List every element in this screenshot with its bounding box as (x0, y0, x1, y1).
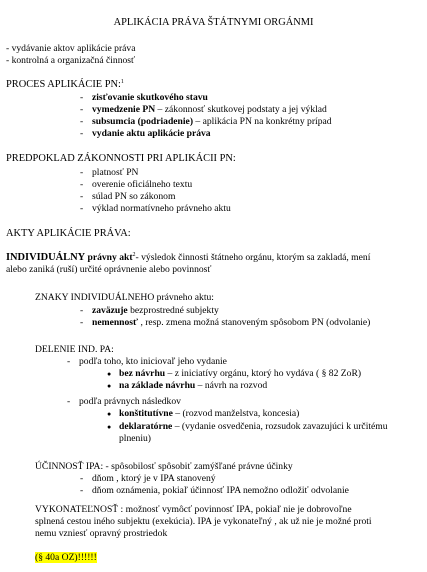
ucinnost-heading: ÚČINNOSŤ IPA: - spôsobilosť spôsobiť zamýšľané právne účinky (35, 461, 293, 472)
intro-line-1: - vydávanie aktov aplikácie práva (6, 43, 136, 54)
delenie-heading: DELENIE IND. PA: (35, 344, 114, 355)
delenie-subitem (119, 421, 388, 433)
proces-heading (6, 79, 124, 91)
proces-item (92, 128, 211, 140)
proces-item (92, 92, 208, 104)
delenie-subitem-bold: bez návrhu (119, 368, 166, 379)
delenie-subitem-bold: deklaratórne (119, 421, 173, 432)
znaky-item (92, 305, 219, 317)
proces-item-bold: vymedzenie PN (92, 104, 156, 115)
proces-heading-text: PROCES APLIKÁCIE PN: (6, 79, 121, 90)
individual-label-2: právny akt (85, 252, 133, 263)
individual-definition-text: - výsledok činnosti štátneho orgánu, ktorým sa zakladá, mení (135, 252, 371, 263)
vykonatelnost-line-1: VYKONATEĽNOSŤ : možnosť vymôcť povinnosť IPA, pokiaľ nie je dobrovoľne (35, 504, 352, 515)
akty-heading: AKTY APLIKÁCIE PRÁVA: (6, 228, 131, 239)
delenie-subitem (119, 380, 267, 392)
delenie-subitem (119, 408, 299, 420)
znaky-item-rest: bezprostredné subjekty (127, 305, 219, 316)
znaky-item-rest: , resp. zmena možná stanoveným spôsobom PN (odvolanie) (138, 317, 371, 328)
proces-item-bold: subsumcia (podriadenie) (92, 116, 194, 127)
proces-item (92, 104, 327, 116)
vykonatelnost-line-3: nemu vzniesť opravný prostriedok (35, 528, 168, 539)
delenie-subitem-rest: – návrh na rozvod (195, 380, 268, 391)
delenie-subitem-rest: – (vydanie osvedčenia, rozsudok zavazujúci k určitému (172, 421, 388, 432)
delenie-subitem-bold: na základe návrhu (119, 380, 196, 391)
predpoklad-item: - výklad normatívneho právneho aktu (92, 203, 231, 215)
delenie-subitem-rest: – z iniciatívy orgánu, ktorý ho vydáva ( § 82 ZoR) (165, 368, 362, 379)
proces-item-rest: – aplikácia PN na konkrétny prípad (193, 116, 332, 127)
delenie-item: - podľa právnych následkov (79, 396, 181, 408)
proces-item-bold: vydanie aktu aplikácie práva (92, 128, 211, 139)
footnote-ref-1: 1 (120, 79, 124, 85)
predpoklad-item: - platnosť PN (92, 167, 138, 179)
delenie-item: - podľa toho, kto iniciovaľ jeho vydanie (79, 356, 227, 368)
individual-definition-line-2: alebo zaniká (ruší) určité oprávnenie alebo povinnosť (6, 264, 212, 275)
proces-item-bold: zisťovanie skutkového stavu (92, 92, 208, 103)
znaky-item-bold: nemennosť (92, 317, 139, 328)
vykonatelnost-line-2: splnená cestou iného subjektu (exekúcia). IPA je vykonateľný , ak už nie je možné proti (35, 516, 372, 527)
ucinnost-item: - dňom , ktorý je v IPA stanovený (92, 473, 216, 485)
delenie-subitem-rest: – (rozvod manželstva, koncesia) (172, 408, 300, 419)
znaky-item (92, 317, 370, 329)
predpoklad-heading: PREDPOKLAD ZÁKONNOSTI PRI APLIKÁCII PN: (6, 153, 236, 164)
highlighted-reference-text: (§ 40a OZ)!!!!!! (35, 552, 97, 563)
individual-act-definition (6, 252, 370, 264)
individual-label: INDIVIDUÁLNY (6, 252, 86, 263)
delenie-subitem (119, 368, 361, 380)
highlighted-reference (35, 552, 97, 564)
proces-item (92, 116, 332, 128)
znaky-heading: ZNAKY INDIVIDUÁLNEHO právneho aktu: (35, 292, 214, 303)
predpoklad-item: - overenie oficiálneho textu (92, 179, 192, 191)
predpoklad-item: - súlad PN so zákonom (92, 191, 175, 203)
proces-item-rest: – zákonnosť skutkovej podstaty a jej výklad (155, 104, 327, 115)
intro-line-2: - kontrolná a organizačná činnosť (6, 55, 136, 66)
delenie-subitem-continuation: plneniu) (119, 433, 151, 444)
delenie-subitem-bold: konštitutívne (119, 408, 173, 419)
ucinnost-item: - dňom oznámenia, pokiaľ účinnosť IPA nemožno odložiť odvolanie (92, 485, 349, 497)
page-title: APLIKÁCIA PRÁVA ŠTÁTNYMI ORGÁNMI (113, 17, 314, 28)
znaky-item-bold: zaväzuje (92, 305, 128, 316)
footnote-ref-2: 2 (132, 252, 136, 258)
